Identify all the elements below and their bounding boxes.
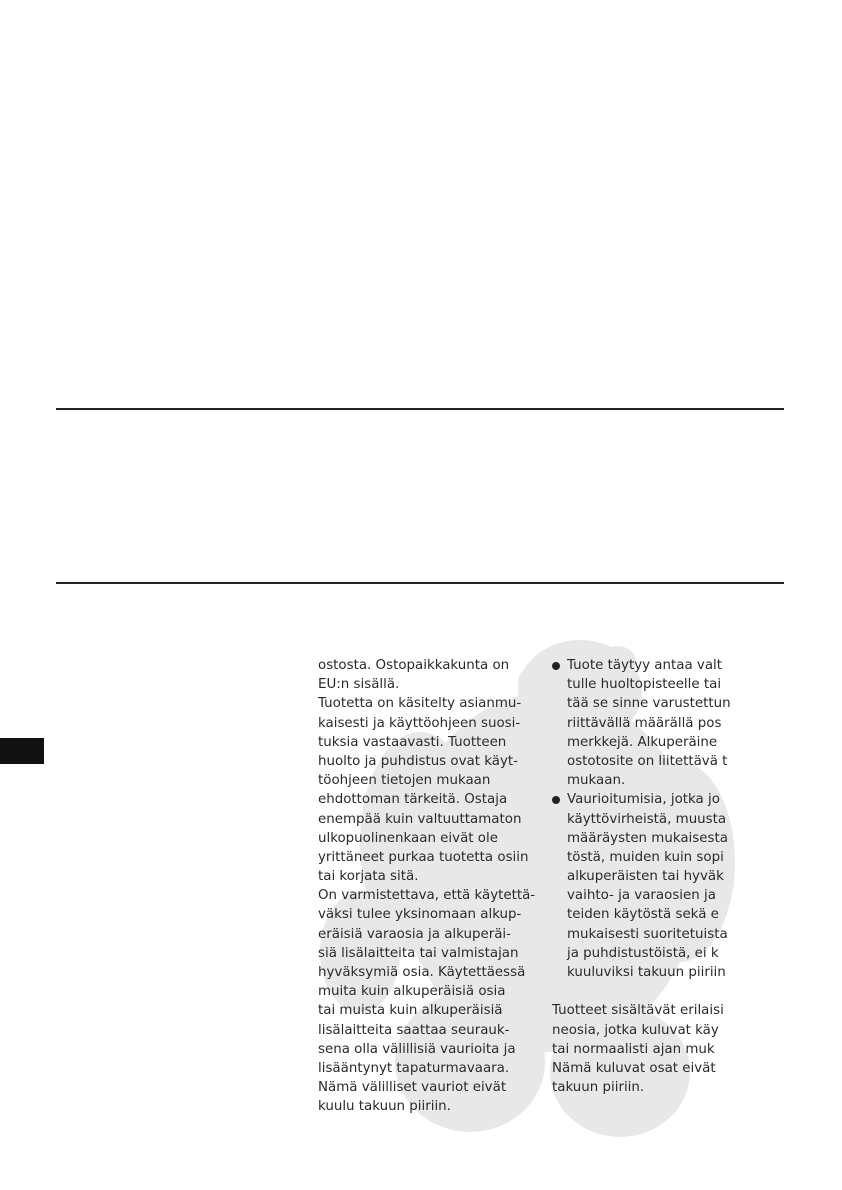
bullet-icon — [552, 796, 560, 804]
text-line: muita kuin alkuperäisiä osia — [318, 984, 506, 1000]
text-line: enempää kuin valtuuttamaton — [318, 811, 522, 827]
text-line: lisälaitteita saattaa seurauk- — [318, 1022, 510, 1038]
text-line: yrittäneet purkaa tuotetta osiin — [318, 849, 529, 865]
right-text-column — [552, 656, 732, 1097]
text-line: sena olla välillisiä vaurioita ja — [318, 1041, 516, 1057]
text-line: Nämä kuluvat osat eivät — [552, 1060, 716, 1076]
text-line: mukaisesti suoritetuista — [567, 926, 728, 942]
text-line: ehdottoman tärkeitä. Ostaja — [318, 792, 508, 808]
text-line: mukaan. — [567, 773, 626, 789]
text-line: EU:n sisällä. — [318, 677, 400, 693]
text-line: tai korjata sitä. — [318, 869, 419, 885]
text-line: töohjeen tietojen mukaan — [318, 773, 491, 789]
text-line: kuuluviksi takuun piiriin — [567, 965, 726, 980]
text-line: huolto ja puhdistus ovat käyt- — [318, 753, 518, 769]
left-text-column — [318, 656, 538, 1117]
text-line: eräisiä varaosia ja alkuperäi- — [318, 926, 511, 942]
text-line: väksi tulee yksinomaan alkup- — [318, 907, 522, 923]
text-line: alkuperäisten tai hyväk — [567, 869, 724, 885]
text-line: On varmistettava, että käytettä- — [318, 888, 536, 904]
text-line: vaihto- ja varaosien ja — [567, 888, 716, 904]
bullet-item — [552, 656, 732, 790]
text-line: merkkejä. Alkuperäine — [567, 734, 718, 750]
horizontal-rule-bottom — [56, 582, 784, 584]
text-line: töstä, muiden kuin sopi — [567, 849, 724, 865]
text-line: teiden käytöstä sekä e — [567, 907, 719, 923]
bullet-item — [552, 790, 732, 982]
text-line: tai muista kuin alkuperäisiä — [318, 1003, 503, 1019]
text-line: takuun piiriin. — [552, 1080, 645, 1096]
text-line: Tuote täytyy antaa valt — [567, 658, 723, 673]
text-line: tuksia vastaavasti. Tuotteen — [318, 734, 507, 750]
text-line: Vaurioitumisia, jotka jo — [567, 792, 720, 808]
text-line: käyttövirheistä, muusta — [567, 811, 727, 827]
text-line: siä lisälaitteita tai valmistajan — [318, 945, 519, 961]
text-line: neosia, jotka kuluvat käy — [552, 1022, 719, 1038]
text-line: kaisesti ja käyttöohjeen suosi- — [318, 715, 521, 731]
text-line: tulle huoltopisteelle tai — [567, 677, 722, 693]
text-line: kuulu takuun piiriin. — [318, 1099, 451, 1115]
text-line: Tuotetta on käsitelty asianmu- — [318, 696, 522, 712]
horizontal-rule-top — [56, 408, 784, 410]
text-line: hyväksymiä osia. Käytettäessä — [318, 965, 526, 980]
bullet-icon — [552, 662, 560, 670]
text-line: tai normaalisti ajan muk — [552, 1041, 715, 1057]
text-line: ostotosite on liitettävä t — [567, 753, 728, 769]
text-line: ostosta. Ostopaikkakunta on — [318, 658, 510, 673]
text-line: Tuotteet sisältävät erilaisi — [552, 1003, 724, 1019]
section-tab-marker — [0, 738, 44, 764]
text-line: lisääntynyt tapaturmavaara. — [318, 1060, 510, 1076]
text-line: Nämä välilliset vauriot eivät — [318, 1080, 507, 1096]
paragraph-gap — [552, 982, 732, 1001]
closing-paragraph — [552, 1001, 732, 1097]
text-line: tää se sinne varustettun — [567, 696, 731, 712]
text-line: määräysten mukaisesta — [567, 830, 728, 846]
text-line: ulkopuolinenkaan eivät ole — [318, 830, 498, 846]
text-line: riittävällä määrällä pos — [567, 715, 722, 731]
text-line: ja puhdistustöistä, ei k — [567, 945, 719, 961]
